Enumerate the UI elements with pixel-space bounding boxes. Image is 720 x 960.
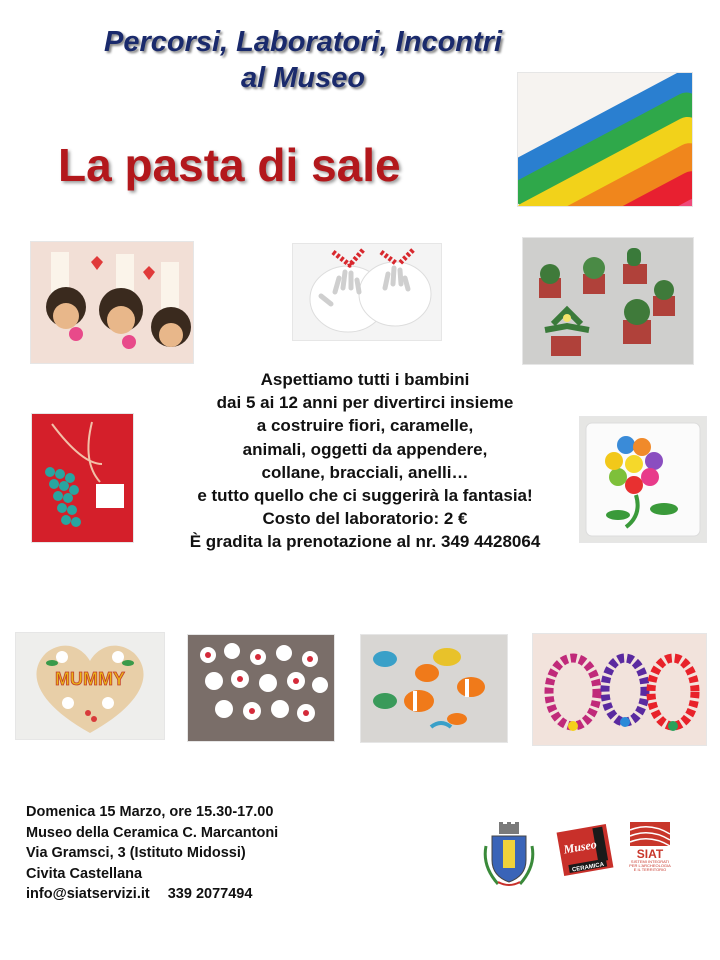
workshop-title: La pasta di sale bbox=[58, 139, 401, 191]
civita-castellana-coat-of-arms-icon bbox=[482, 822, 536, 888]
photo-dough-cactus-pots bbox=[522, 237, 694, 365]
description-line: a costruire fiori, caramelle, bbox=[256, 416, 474, 436]
photo-dough-sweets bbox=[187, 634, 335, 742]
event-address: Via Gramsci, 3 (Istituto Midossi) bbox=[26, 845, 246, 861]
description-line: e tutto quello che ci suggerirà la fantasia! bbox=[197, 486, 533, 506]
description-line: dai 5 ai 12 anni per divertirci insieme bbox=[216, 393, 514, 413]
event-details bbox=[26, 802, 278, 905]
photo-bead-bracelets bbox=[532, 633, 707, 746]
siat-logo-name: SIAT bbox=[636, 847, 664, 861]
museo-logo-label: CERAMICA bbox=[571, 861, 605, 874]
description-line: collane, bracciali, anelli… bbox=[261, 462, 469, 482]
siat-tagline-3: E IL TERRITORIO bbox=[633, 867, 667, 872]
museo-logo-script: Museo bbox=[562, 837, 598, 857]
mummy-heart-text: MUMMY bbox=[55, 669, 125, 689]
photo-ladybug-figures bbox=[30, 241, 194, 364]
siat-tagline-2: PER L'ARCHEOLOGIA bbox=[629, 863, 671, 868]
workshop-description bbox=[140, 368, 590, 554]
photo-beaded-necklace bbox=[31, 413, 134, 543]
contact-phone: 339 2077494 bbox=[167, 886, 253, 902]
contact-email[interactable]: info@siatservizi.it bbox=[26, 886, 150, 902]
heading-line-2: al Museo bbox=[240, 62, 366, 94]
description-line: animali, oggetti da appendere, bbox=[242, 439, 488, 459]
siat-tagline-1: SISTEMI INTEGRATI bbox=[630, 859, 670, 864]
heading-line-1: Percorsi, Laboratori, Incontri bbox=[103, 26, 503, 58]
booking-line: È gradita la prenotazione al nr. 349 4428064 bbox=[189, 532, 541, 552]
siat-logo bbox=[626, 820, 674, 872]
museo-ceramica-logo bbox=[556, 822, 614, 878]
photo-salt-dough-handprints bbox=[292, 243, 442, 341]
event-series-heading bbox=[0, 24, 606, 96]
cost-line: Costo del laboratorio: 2 € bbox=[262, 509, 468, 529]
photo-dough-flower bbox=[579, 416, 707, 543]
photo-dough-clownfish bbox=[360, 634, 508, 743]
event-venue: Museo della Ceramica C. Marcantoni bbox=[26, 824, 279, 841]
photo-mummy-heart bbox=[15, 632, 165, 740]
event-city: Civita Castellana bbox=[26, 865, 143, 882]
photo-colored-dough-rolls bbox=[517, 72, 693, 207]
description-line: Aspettiamo tutti i bambini bbox=[260, 370, 470, 389]
event-date: Domenica 15 Marzo, ore 15.30-17.00 bbox=[26, 804, 274, 820]
contact-line bbox=[26, 884, 278, 905]
